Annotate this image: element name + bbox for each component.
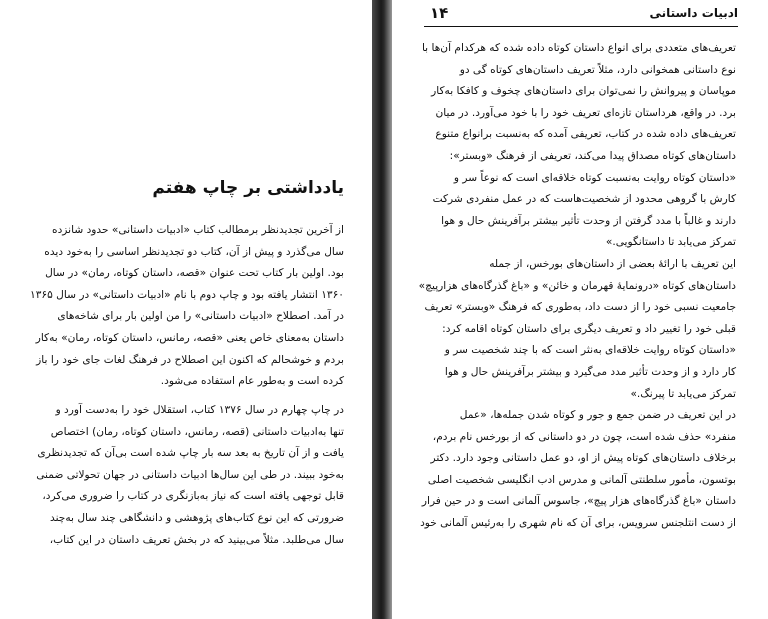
running-title: ادبیات داستانی (649, 6, 738, 20)
text-line: موپاسان و پیروانش را نمی‌توان برای داستان‌های چخوف و کافکا به‌کار (431, 85, 736, 98)
text-line: کرده است و به‌طور عام استفاده می‌شود. (160, 375, 344, 388)
text-line: تعریف‌های داده شده در کتاب، تعریفی آمده که به‌نسبت برانواع متنوع (435, 128, 736, 141)
running-head (424, 4, 738, 27)
text-line: بود. اولین بار کتاب تحت عنوان «قصه، داستان کوتاه، رمان» در سال (45, 267, 344, 280)
text-line: این تعریف با ارائهٔ بعضی از داستان‌های بورخس، از جمله (489, 257, 736, 270)
text-line: در آمد. اصطلاح «ادبیات داستانی» را من اولین بار برای شاخه‌های (57, 310, 344, 323)
quote-line: تمرکز می‌یابد تا پیرنگ.» (630, 387, 736, 400)
text-line: داستان‌های کوتاه مصداق پیدا می‌کند، تعریفی از فرهنگ «وبستر»: (449, 149, 736, 162)
text-line: ضرورتی که این نوع کتاب‌های پژوهشی و دانشگاهی چند سال به‌چند (50, 511, 344, 524)
quote-line: «داستان کوتاه روایت به‌نسبت کوتاه خلاقه‌ای است که نوعاً سر و (453, 171, 736, 184)
right-page (392, 0, 768, 619)
text-line: در این تعریف در ضمن جمع و جور و کوتاه شدن جمله‌ها، «عمل (459, 409, 736, 422)
text-line: از آخرین تجدیدنظر برمطالب کتاب «ادبیات داستانی» حدود شانزده (52, 224, 344, 236)
page-number: ۱۴ (430, 4, 449, 22)
quote-line: «داستان کوتاه روایت خلاقه‌ای به‌نثر است که با چند شخصیت سر و (444, 344, 736, 357)
text-line: داستان‌های کوتاه «درونمایهٔ قهرمان و خائن» و «باغ گذرگاه‌های هزارپیچ» (418, 279, 736, 292)
left-page (0, 0, 372, 619)
left-paragraph-1 (30, 220, 344, 393)
chapter-heading: یادداشتی بر چاپ هفتم (152, 178, 344, 198)
quote-line: کارش با گروهی محدود از شخصیت‌هاست که در عمل منفردی شرکت (432, 193, 736, 206)
text-line: قابل توجهی یافته است که نیاز به‌بازنگری در کتاب را ضروری می‌کرد، (42, 490, 344, 503)
text-line: داستان به‌معنای خاص یعنی «قصه، رمانس، داستان کوتاه، رمان» به‌کار (35, 331, 344, 344)
right-body-text (418, 38, 736, 535)
text-line: در چاپ چهارم در سال ۱۳۷۶ کتاب، استقلال خود را به‌دست آورد و (55, 404, 344, 416)
quote-line: کار دارد و از وحدت تأثیر مدد می‌گیرد و بیشتر برآفرینش حال و هوا (444, 365, 736, 378)
text-line: تعریف‌های متعددی برای انواع داستان کوتاه داده شده که هرکدام آن‌ها با (421, 42, 736, 54)
text-line: برخلاف داستان‌های کوتاه پیش از او، دو عمل داستانی وجود دارد. دکتر (430, 452, 736, 465)
quote-line: دارند و غالباً با مدد گرفتن از وحدت تأثیر بیشتر برآفرینش حال و هوا (441, 214, 736, 227)
text-line: داستان «باغ گذرگاه‌های هزار پیچ»، جاسوس آلمانی است و در حین فرار (421, 495, 736, 508)
text-line: یافت و از آن تاریخ به بعد سه بار چاپ شده است بی‌آن که تجدیدنظری (37, 447, 344, 460)
text-line: بوتسون، مأمور سلطنتی آلمانی و مدرس ادب انگلیسی شخصیت اصلی (427, 473, 736, 486)
text-line: برد. در واقع، هرداستان تازه‌ای تعریف خود را با خود می‌آورد. در میان (435, 106, 736, 119)
book-spine-gutter (372, 0, 392, 619)
text-line: سال می‌طلبد. مثلاً می‌بینید که در بخش تعریف داستان در این کتاب، (49, 533, 344, 546)
text-line: به‌خود ببیند. در طی این سال‌ها ادبیات داستانی در جهان تحولاتی ضمنی (36, 468, 344, 481)
text-line: جامعیت نسبی خود را از دست داد، به‌طوری که فرهنگ «وبستر» تعریف (424, 301, 736, 314)
text-line: ۱۳۶۰ انتشار یافته بود و چاپ دوم با نام «ادبیات داستانی» در سال ۱۳۶۵ (30, 288, 344, 301)
text-line: تنها به‌ادبیات داستانی (قصه، رمانس، داستان کوتاه، رمان) اختصاص (50, 425, 344, 438)
left-paragraph-2 (34, 400, 344, 551)
text-line: نوع داستانی همخوانی دارد، مثلاً تعریف داستان‌های کوتاه گی دو (459, 63, 736, 76)
text-line: منفرد» حذف شده است، چون در دو داستانی که از بورخس نام بردم، (432, 430, 736, 443)
text-line: قبلی خود را تغییر داد و تعریف دیگری برای داستان کوتاه اقامه کرد: (442, 322, 736, 335)
quote-line: تمرکز می‌یابد تا داستانگویی.» (605, 236, 736, 249)
text-line: بردم و خوشحالم که اکنون این اصطلاح در فرهنگ لغات جای خود را باز (36, 353, 344, 366)
text-line: از دست انتلجنس سرویس، برای آن که نام شهری را به‌رئیس آلمانی خود (420, 517, 736, 530)
text-line: سال می‌گذرد و پیش از آن، کتاب دو تجدیدنظر اساسی را به‌خود دیده (44, 245, 344, 258)
